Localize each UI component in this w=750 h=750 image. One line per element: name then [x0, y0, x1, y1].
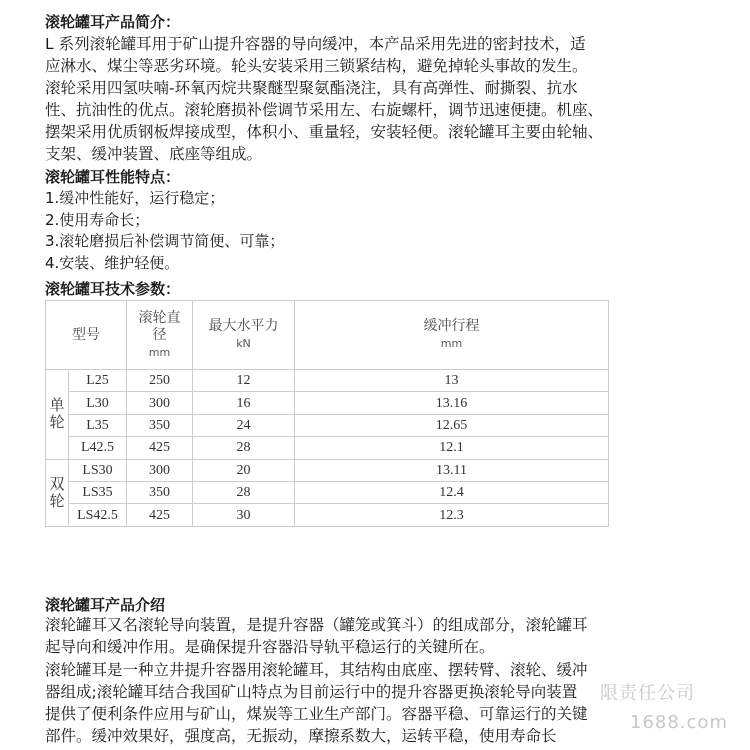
cell-model: L25: [69, 370, 127, 392]
col-force: 最大水平力 kN: [193, 301, 295, 370]
product-line: 滚轮罐耳又名滚轮导向装置，是提升容器（罐笼或箕斗）的组成部分，滚轮罐耳: [45, 616, 588, 634]
cell-force: 20: [193, 459, 295, 481]
table-row: [46, 414, 609, 436]
params-heading: 滚轮罐耳技术参数：: [45, 280, 181, 298]
table-row: [46, 392, 609, 414]
intro-line: 支架、缓冲装置、底座等组成。: [45, 145, 263, 163]
intro-line: 应淋水、煤尘等恶劣环境。轮头安装采用三锁紧结构，避免掉轮头事故的发生。: [45, 57, 588, 75]
cell-stroke: 13: [295, 370, 609, 392]
group-label-double: 双 轮: [46, 459, 69, 526]
product-line: 器组成;滚轮罐耳结合我国矿山特点为目前运行中的提升容器更换滚轮导向装置: [45, 683, 578, 701]
table-row: [46, 459, 609, 481]
spec-table: [45, 300, 609, 527]
cell-diameter: 425: [127, 437, 193, 459]
intro-line: 性、抗油性的优点。滚轮磨损补偿调节采用左、右旋螺杆，调节迅速便捷。机座、: [45, 101, 604, 119]
product-line: 部件。缓冲效果好，强度高，无振动，摩擦系数大，运转平稳，使用寿命长: [45, 727, 557, 745]
cell-model: L35: [69, 414, 127, 436]
table-row: [46, 481, 609, 503]
cell-diameter: 350: [127, 481, 193, 503]
cell-stroke: 12.4: [295, 481, 609, 503]
watermark-site: 1688.com: [630, 712, 728, 733]
cell-stroke: 12.65: [295, 414, 609, 436]
watermark-company: 限责任公司: [600, 683, 695, 704]
cell-force: 16: [193, 392, 295, 414]
feature-item: 3.滚轮磨损后补偿调节简便、可靠；: [45, 232, 285, 250]
intro-paragraph: [45, 33, 710, 165]
cell-model: LS42.5: [69, 504, 127, 526]
col-stroke: 缓冲行程 mm: [295, 301, 609, 370]
features-list: [45, 188, 284, 274]
product-paragraph-1: [45, 614, 710, 658]
cell-force: 24: [193, 414, 295, 436]
col-diameter: 滚轮直 径 mm: [127, 301, 193, 370]
col-model: 型号: [46, 301, 127, 370]
product-line: 起导向和缓冲作用。是确保提升容器沿导轨平稳运行的关键所在。: [45, 638, 495, 656]
cell-force: 30: [193, 504, 295, 526]
feature-item: 2.使用寿命长；: [45, 210, 150, 229]
cell-stroke: 12.3: [295, 504, 609, 526]
intro-line: 摆架采用优质钢板焊接成型，体积小、重量轻，安装轻便。滚轮罐耳主要由轮轴、: [45, 123, 604, 141]
cell-diameter: 300: [127, 459, 193, 481]
group-label-single: 单 轮: [46, 370, 69, 460]
product-heading: 滚轮罐耳产品介绍: [45, 596, 166, 614]
intro-heading: 滚轮罐耳产品简介：: [45, 13, 181, 31]
cell-stroke: 13.16: [295, 392, 609, 414]
intro-line: 滚轮采用四氢呋喃-环氧丙烷共聚醚型聚氨酯浇注，具有高弹性、耐撕裂、抗水: [45, 79, 578, 97]
cell-model: L30: [69, 392, 127, 414]
product-line: 滚轮罐耳是一种立井提升容器用滚轮罐耳，其结构由底座、摆转臂、滚轮、缓冲: [45, 661, 588, 679]
cell-diameter: 250: [127, 370, 193, 392]
table-row: [46, 370, 609, 392]
table-row: [46, 437, 609, 459]
cell-model: LS30: [69, 459, 127, 481]
cell-diameter: 300: [127, 392, 193, 414]
cell-diameter: 350: [127, 414, 193, 436]
table-row: [46, 504, 609, 526]
table-header-row: [46, 301, 609, 370]
cell-stroke: 13.11: [295, 459, 609, 481]
cell-force: 28: [193, 481, 295, 503]
feature-item: 1.缓冲性能好，运行稳定；: [45, 189, 225, 207]
product-line: 提供了便利条件应用与矿山，煤炭等工业生产部门。容器平稳、可靠运行的关键: [45, 705, 588, 723]
cell-force: 28: [193, 437, 295, 459]
cell-force: 12: [193, 370, 295, 392]
feature-item: 4.安装、维护轻便。: [45, 253, 180, 272]
cell-model: LS35: [69, 481, 127, 503]
features-heading: 滚轮罐耳性能特点：: [45, 168, 181, 186]
cell-diameter: 425: [127, 504, 193, 526]
cell-stroke: 12.1: [295, 437, 609, 459]
intro-line: L 系列滚轮罐耳用于矿山提升容器的导向缓冲，本产品采用先进的密封技术，适: [45, 35, 586, 53]
cell-model: L42.5: [69, 437, 127, 459]
